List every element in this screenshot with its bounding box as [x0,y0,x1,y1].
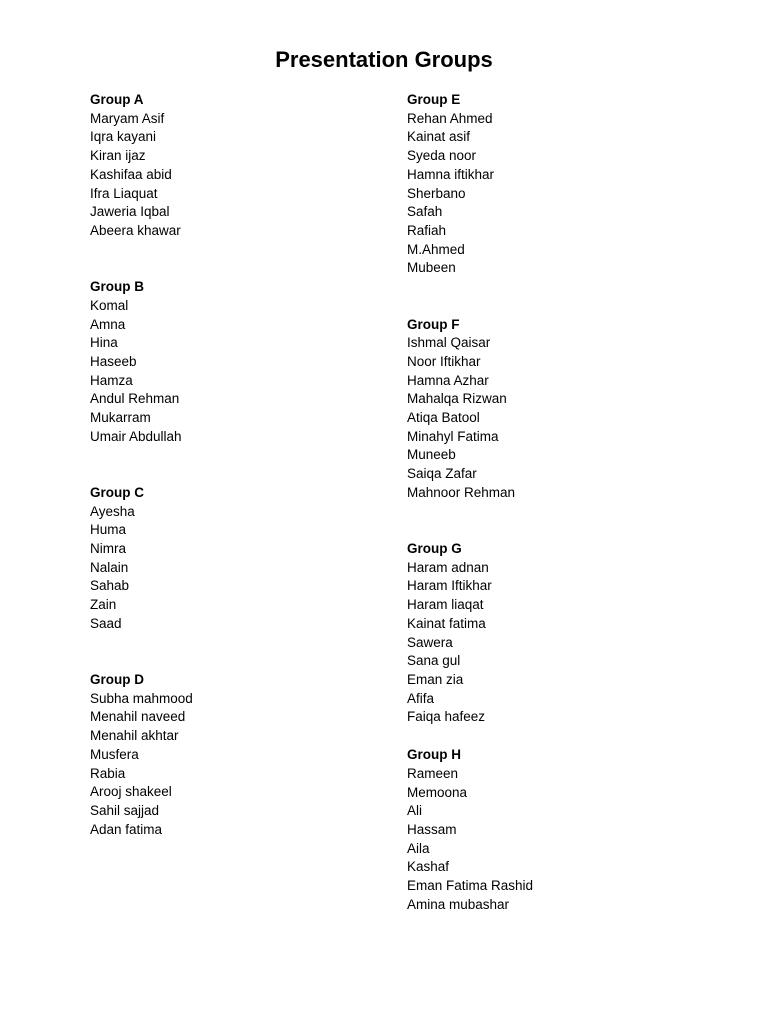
group-member: Syeda noor [407,148,477,164]
group-member: Komal [90,297,129,313]
group-member: Saad [90,615,122,631]
group-member: Faiqa hafeez [407,709,486,725]
group-h [407,746,707,914]
group-member: Sahab [90,578,130,594]
group-member: Abeera khawar [90,222,181,238]
page-title: Presentation Groups [275,47,493,72]
group-member: Adan fatima [90,821,163,837]
group-c [90,484,390,634]
group-member: Hamna Azhar [407,372,489,388]
group-member: Maryam Asif [90,110,165,126]
group-member: Atiqa Batool [407,410,480,426]
group-spacer [407,278,707,316]
group-member: Arooj shakeel [90,784,172,800]
group-member: Ayesha [90,503,135,519]
group-member: Rehan Ahmed [407,110,493,126]
group-member: Memoona [407,784,468,800]
group-spacer [407,727,707,746]
group-member: Amina mubashar [407,896,510,912]
group-member: Ishmal Qaisar [407,335,491,351]
group-member: Rafiah [407,222,447,238]
group-spacer [90,446,390,484]
group-member: Menahil akhtar [90,728,179,744]
group-member: Musfera [90,746,139,762]
group-title: Group C [90,484,144,500]
group-title: Group E [407,92,461,107]
group-member: Andul Rehman [90,391,180,407]
group-member: Safah [407,204,443,220]
group-member: Noor Iftikhar [407,353,481,369]
group-member: Jaweria Iqbal [90,204,170,220]
group-title: Group B [90,279,144,295]
group-member: Zain [90,597,117,613]
group-member: Minahyl Fatima [407,428,499,444]
group-spacer [90,634,390,672]
group-member: Hamna iftikhar [407,166,495,182]
group-member: Haram Iftikhar [407,578,492,594]
group-member: M.Ahmed [407,241,465,257]
group-member: Muneeb [407,447,456,463]
group-member: Rabia [90,765,126,781]
group-member: Mubeen [407,260,456,276]
group-member: Kashaf [407,859,450,875]
group-member: Rameen [407,765,459,781]
group-d [90,671,390,839]
group-member: Kainat fatima [407,615,486,631]
group-spacer [90,241,390,279]
group-member: Nimra [90,541,126,557]
left-column [90,91,390,839]
group-title: Group G [407,541,462,557]
group-member: Eman zia [407,671,464,687]
group-member: Sherbano [407,185,466,201]
group-member: Kashifaa abid [90,166,172,182]
group-member: Haseeb [90,353,137,369]
group-b [90,278,390,446]
group-a [90,91,390,241]
group-member: Sawera [407,634,453,650]
right-column [407,91,707,914]
group-member: Subha mahmood [90,690,193,706]
group-member: Hassam [407,821,457,837]
group-member: Ifra Liaquat [90,185,158,201]
group-member: Kiran ijaz [90,148,146,164]
group-member: Mukarram [90,410,151,426]
group-spacer [407,503,707,541]
group-title: Group A [90,92,144,107]
group-f [407,316,707,503]
group-member: Ali [407,803,423,819]
group-e [407,91,707,278]
group-member: Mahalqa Rizwan [407,391,507,407]
group-member: Kainat asif [407,129,471,145]
group-member: Afifa [407,690,435,706]
group-member: Haram liaqat [407,597,484,613]
group-title: Group D [90,672,144,688]
group-member: Eman Fatima Rashid [407,878,534,894]
group-member: Saiqa Zafar [407,466,477,482]
group-member: Aila [407,840,430,856]
group-member: Umair Abdullah [90,428,182,444]
group-member: Sana gul [407,653,461,669]
group-member: Sahil sajjad [90,803,160,818]
group-member: Huma [90,522,127,538]
group-member: Nalain [90,559,129,575]
group-member: Hina [90,335,118,351]
group-member: Haram adnan [407,559,489,575]
group-member: Iqra kayani [90,129,157,145]
group-g [407,540,707,727]
group-member: Menahil naveed [90,709,186,725]
group-member: Mahnoor Rehman [407,484,516,500]
group-title: Group H [407,747,461,763]
group-title: Group F [407,316,460,332]
group-member: Amna [90,316,126,332]
group-member: Hamza [90,372,133,388]
